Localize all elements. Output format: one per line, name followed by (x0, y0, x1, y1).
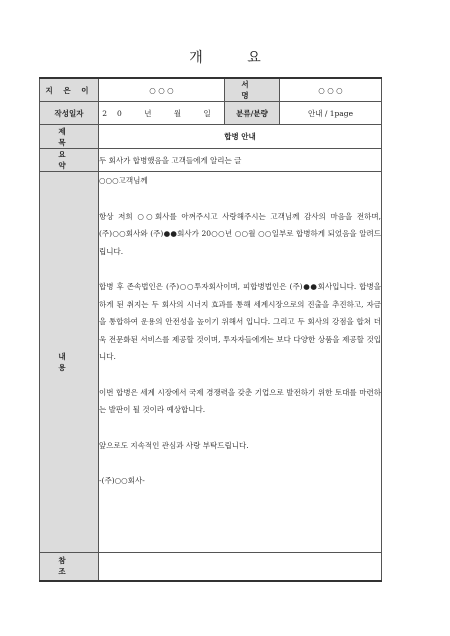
closing: -(주)○○회사- (99, 476, 145, 485)
signature-label: 서 명 (225, 78, 280, 102)
subject-row (40, 125, 382, 149)
author-value: ○ ○ ○ (99, 78, 225, 102)
content-row (40, 172, 382, 553)
subject-label: 제 목 (40, 125, 99, 149)
category-value: 안내 / 1page (280, 102, 382, 125)
paragraph-2: 합병 후 존속법인은 (주)○○투자회사이며, 피합병법인은 (주)●●회사입니다. 합병을 하게 된 취지는 두 회사의 시너지 효과를 통해 세계시장으로의 진출을 추진하고, 자금을 통합하여 운용의 안전성을 높이기 위해서 입니다. 그리고 두 회사의 강점을 합쳐 더욱 전문화된 서비스를 제공할 것이며, 투자자들에게는 보다 다양한 상품을 제공할 것입니다. (99, 282, 381, 361)
document-title: 개 요 (189, 50, 281, 66)
paragraph-3: 이번 합병은 세계 시장에서 국제 경쟁력을 갖춘 기업으로 발전하기 위한 토대를 마련하는 발판이 될 것이라 예상합니다. (99, 387, 381, 414)
reference-label: 참 조 (40, 553, 99, 581)
paragraph-1: 항상 저희 ○○회사를 아껴주시고 사랑해주시는 고객님께 감사의 마음을 전하며, (주)○○회사와 (주)●●회사가 20○○년 ○○월 ○○일부로 합병하게 되었음을 알려드립니다. (99, 211, 381, 256)
date-label: 작성일자 (40, 102, 99, 125)
author-row (40, 78, 382, 102)
category-label: 분류/분량 (225, 102, 280, 125)
content-label: 내 용 (40, 172, 99, 553)
summary-value: 두 회사가 합병했음을 고객들에게 알리는 글 (99, 149, 382, 172)
date-row (40, 102, 382, 125)
date-value: 20 년 월 일 (99, 102, 225, 125)
greeting: ○○○고객님께 (99, 176, 148, 185)
summary-row (40, 149, 382, 172)
summary-label: 요 약 (40, 149, 99, 172)
subject-value: 합병 안내 (99, 125, 382, 149)
signature-value: ○ ○ ○ (280, 78, 382, 102)
content-body (99, 172, 382, 553)
reference-row (40, 553, 382, 581)
reference-value (99, 553, 382, 581)
summary-form (39, 77, 382, 582)
paragraph-4: 앞으로도 지속적인 관심과 사랑 부탁드립니다. (99, 440, 249, 450)
author-label: 지 은 이 (40, 78, 99, 102)
